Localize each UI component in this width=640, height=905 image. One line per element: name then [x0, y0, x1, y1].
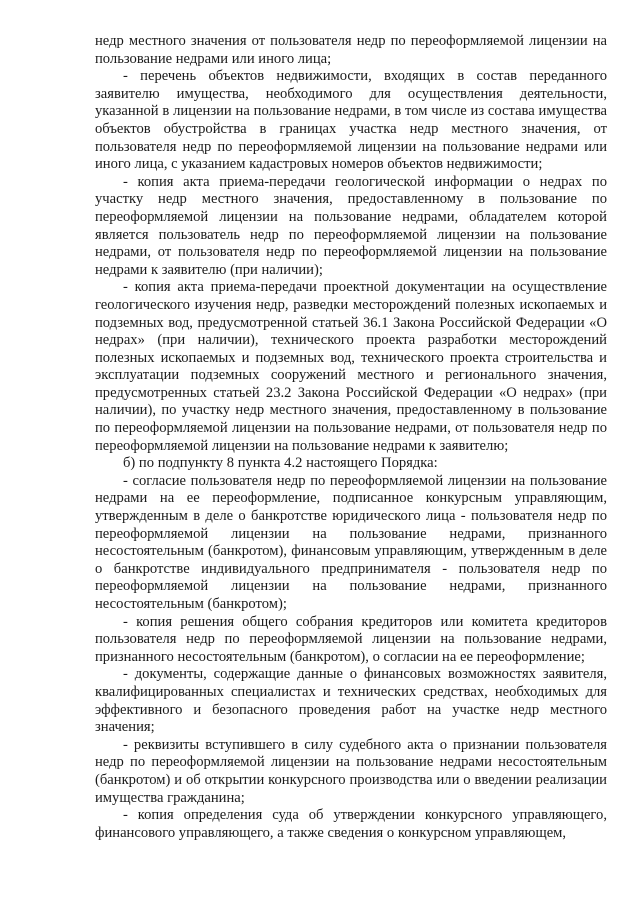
paragraph-continuation: недр местного значения от пользователя недр по переоформляемой лицензии на пользование недрами или иного лица;	[95, 33, 607, 67]
paragraph-project-documentation-act: - копия акта приема-передачи проектной документации на осуществление геологического изучения недр, разведки месторождений полезных ископаемых и подземных вод, предусмотренной статьей 36.1 Закона Российской Федерации «О недрах» (при наличии), технического проекта разработки месторождений полезных ископаемых и подземных вод, технического проекта строительства и эксплуатации подземных сооружений местного и регионального значения, предусмотренных статьей 23.2 Закона Российской Федерации «О недрах» (при наличии), по участку недр местного значения, предоставленному в пользование по переоформляемой лицензии на пользование недрами, от пользователя недр по переоформляемой лицензии на пользование недрами к заявителю;	[95, 279, 607, 454]
paragraph-creditors-decision: - копия решения общего собрания кредиторов или комитета кредиторов пользователя недр по переоформляемой лицензии на пользование недрами, признанного несостоятельным (банкротом), о согласии на ее переоформление;	[95, 613, 607, 665]
paragraph-user-consent: - согласие пользователя недр по переоформляемой лицензии на пользование недрами на ее переоформление, подписанное конкурсным управляющим, утвержденным в деле о банкротстве юридического лица - пользователя недр по переоформляемой лицензии на пользование недрами, признанного несостоятельным (банкротом), финансовым управляющим, утвержденным в деле о банкротстве индивидуального предпринимателя - пользователя недр по переоформляемой лицензии на пользование недрами, признанного несостоятельным (банкротом);	[95, 472, 607, 612]
paragraph-geological-info-act: - копия акта приема-передачи геологической информации о недрах по участку недр местного значения, предоставленному в пользование по переоформляемой лицензии на пользование недрами, обладателем которой является пользователь недр по переоформляемой лицензии на пользование недрами, от пользователя недр по переоформляемой лицензии на пользование недрами к заявителю (при наличии);	[95, 173, 607, 278]
paragraph-real-estate-list: - перечень объектов недвижимости, входящих в состав переданного заявителю имущества, необходимого для осуществления деятельности, указанной в лицензии на пользование недрами, в том числе из состава имущества объектов обустройства в границах участка недр местного значения, от пользователя недр по переоформляемой лицензии на пользование недрами или иного лица, с указанием кадастровых номеров объектов недвижимости;	[95, 68, 607, 173]
paragraph-subitem-heading: б) по подпункту 8 пункта 4.2 настоящего Порядка:	[123, 455, 438, 472]
document-page	[95, 33, 607, 842]
paragraph-financial-documents: - документы, содержащие данные о финансовых возможностях заявителя, квалифицированных специалистах и технических средствах, необходимых для эффективного и безопасного проведения работ на участке недр местного значения;	[95, 666, 607, 736]
paragraph-court-act-details: - реквизиты вступившего в силу судебного акта о признании пользователя недр по переоформляемой лицензии на пользование недрами несостоятельным (банкротом) и об открытии конкурсного производства или о введении реализации имущества гражданина;	[95, 736, 607, 806]
paragraph-court-ruling-copy: - копия определения суда об утверждении конкурсного управляющего, финансового управляющего, а также сведения о конкурсном управляющем,	[95, 807, 607, 841]
